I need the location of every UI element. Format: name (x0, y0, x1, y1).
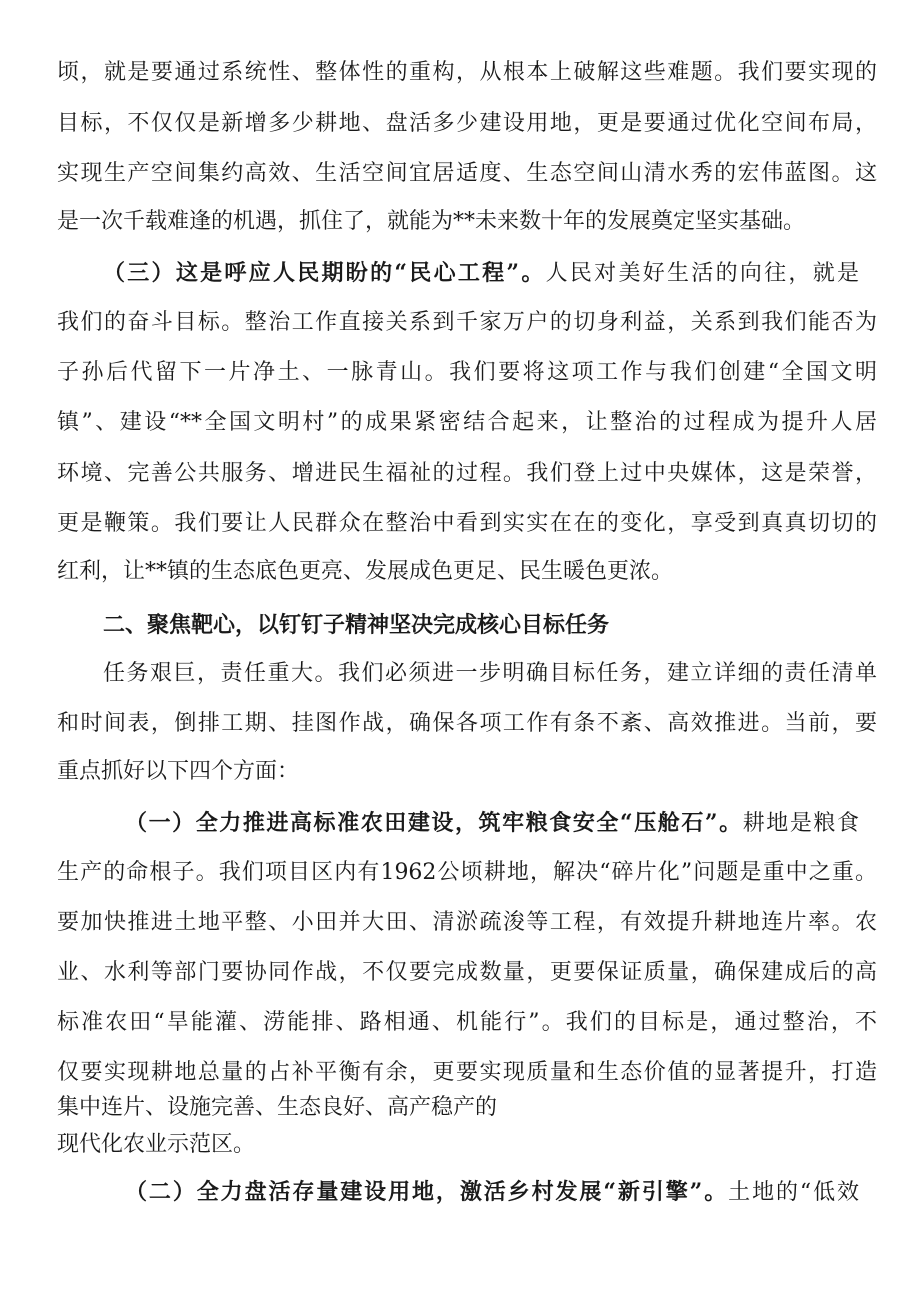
line-text: 更是鞭策。我们要让人民群众在整治中看到实实在在的变化，享受到真真切切的 (57, 511, 877, 536)
line-text: 实现生产空间集约高效、生活空间宜居适度、生态空间山清水秀的宏伟蓝图。这 (57, 161, 877, 186)
line-text: 要加快推进土地平整、小田并大田、清淤疏浚等工程，有效提升耕地连片率。农 (57, 910, 877, 935)
text-line (57, 356, 877, 390)
text-line (57, 707, 877, 741)
subheading-line (125, 1175, 859, 1209)
text-line (57, 1091, 877, 1125)
line-text: 生产的命根子。我们项目区内有1962公顷耕地，解决“碎片化”问题是重中之重。 (57, 860, 877, 885)
line-text: 我们的奋斗目标。整治工作直接关系到千家万户的切身利益，关系到我们能否为 (57, 310, 877, 335)
text-line (57, 755, 877, 789)
line-text: 镇”、建设“**全国文明村”的成果紧密结合起来，让整治的过程成为提升人居 (57, 410, 877, 435)
text-line (57, 507, 877, 541)
line-text: 目标，不仅仅是新增多少耕地、盘活多少建设用地，更是要通过优化空间布局， (57, 111, 877, 136)
text-line (57, 956, 877, 990)
line-text: 子孙后代留下一片净土、一脉青山。我们要将这项工作与我们创建“全国文明 (57, 360, 877, 385)
text-line (57, 555, 877, 589)
text-line (57, 1006, 877, 1040)
line-text: 标准农田“旱能灌、涝能排、路相通、机能行”。我们的目标是，通过整治，不 (57, 1010, 877, 1035)
subheading-bold: （一）全力推进高标准农田建设，筑牢粮食安全“压舱石”。 (125, 810, 743, 836)
line-text: 任务艰巨，责任重大。我们必须进一步明确目标任务，建立详细的责任清单 (103, 661, 877, 686)
text-line (57, 107, 877, 141)
text-line (57, 205, 877, 239)
line-text: 红利，让**镇的生态底色更亮、发展成色更足、民生暖色更浓。 (57, 559, 674, 584)
line-text: 业、水利等部门要协同作战，不仅要完成数量，更要保证质量，确保建成后的高 (57, 960, 877, 985)
text-line (57, 157, 877, 191)
subheading-line (125, 806, 859, 840)
text-line (57, 306, 877, 340)
text-line (103, 657, 877, 691)
text-line (57, 457, 877, 491)
text-line (57, 56, 877, 90)
subheading-bold: （二）全力盘活存量建设用地，激活乡村发展“新引擎”。 (125, 1179, 729, 1205)
line-text: 顷，就是要通过系统性、整体性的重构，从根本上破解这些难题。我们要实现的 (57, 60, 877, 85)
line-text: 和时间表，倒排工期、挂图作战，确保各项工作有条不紊、高效推进。当前，要 (57, 711, 877, 736)
line-text: 环境、完善公共服务、增进民生福祉的过程。我们登上过中央媒体，这是荣誉， (57, 461, 877, 486)
text-line (57, 406, 877, 440)
line-text: 重点抓好以下四个方面： (57, 759, 300, 784)
section-heading-text: 二、聚焦靶心，以钉钉子精神坚决完成核心目标任务 (103, 612, 610, 638)
line-text: 耕地是粮食 (742, 811, 859, 836)
line-text: 土地的“低效 (728, 1180, 860, 1205)
subheading-line (103, 256, 859, 290)
text-line (57, 856, 877, 890)
line-text: 人民对美好生活的向往，就是 (545, 261, 859, 286)
line-text: 仅要实现耕地总量的占补平衡有余，更要实现质量和生态价值的显著提升，打造 (57, 1060, 877, 1085)
text-line (57, 1056, 877, 1090)
section-heading (103, 608, 859, 642)
text-line (57, 906, 877, 940)
text-line (57, 1128, 877, 1162)
subheading-bold: （三）这是呼应人民期盼的“民心工程”。 (103, 260, 546, 286)
line-text: 是一次千载难逢的机遇，抓住了，就能为**未来数十年的发展奠定坚实基础。 (57, 209, 806, 234)
line-text: 集中连片、设施完善、生态良好、高产稳产的 (57, 1095, 498, 1120)
line-text: 现代化农业示范区。 (57, 1132, 256, 1157)
